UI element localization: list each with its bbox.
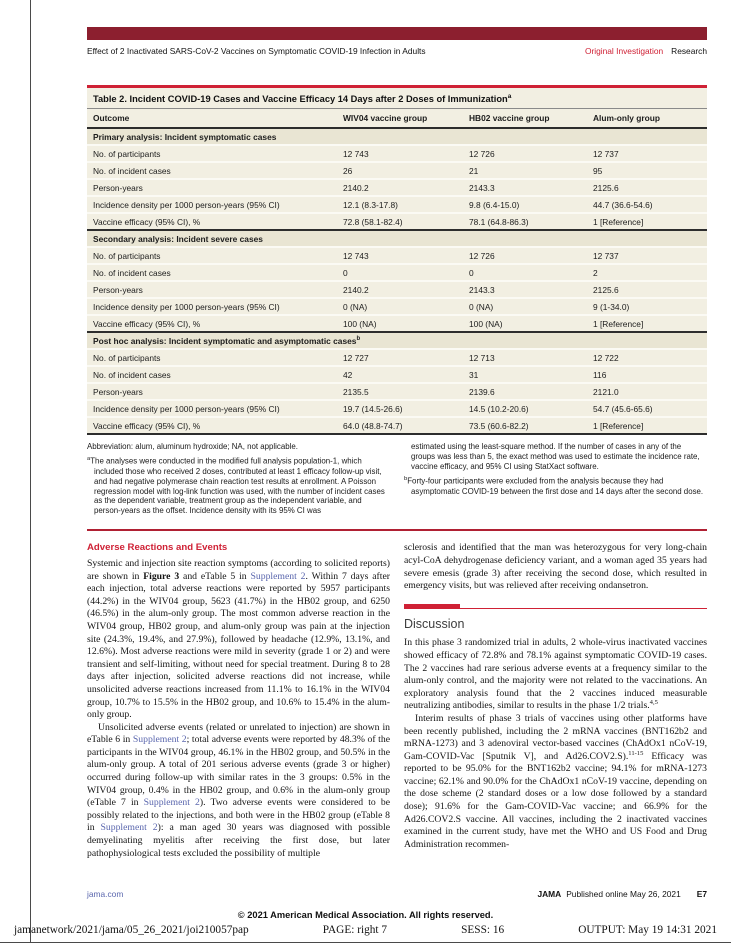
footnote-a-marker: a	[87, 456, 91, 463]
row-label: Vaccine efficacy (95% CI), %	[93, 216, 201, 227]
row-value: 100 (NA)	[343, 318, 377, 329]
row-value: 26	[343, 165, 353, 176]
text-segment: ; total adverse events were reported by 48.3% of the participants in the WIV04 group, 46.1% in the HB02 group, and 50.5% in the alum-only group. A total of 201 serious adverse events (grade 3 or higher) occurred during follow-up with similar rates in the 3 groups: 0.5% in the WIV04 group, 0.4% in the HB02 group, and 0.6% in the alum-only group (eTable 7 in	[87, 734, 391, 809]
footnote-b-text: Forty-four participants were excluded from the analysis because they had asymptomatic COVID-19 between the first dose and 14 days after the second dose.	[407, 476, 704, 496]
table-2	[87, 85, 707, 520]
table-caption-footnote-marker: a	[507, 93, 512, 100]
section-header-label: Secondary analysis: Incident severe cases	[93, 233, 263, 244]
text-segment: sclerosis and identified that the man was heterozygous for very long-chain acyl-CoA dehydrogenase deficiency variant, and a woman aged 35 years had severe emesis (grade 3) after receiving the second dose, which resulted in emergency visits, but was relieved after receiving ondansetron.	[404, 542, 707, 592]
table-row	[87, 365, 707, 382]
left-column	[87, 542, 390, 860]
row-value: 12 737	[593, 250, 619, 261]
column-header-outcome: Outcome	[93, 113, 130, 124]
supplement-link[interactable]: Supplement 2	[132, 734, 187, 746]
footnote-a	[87, 456, 390, 516]
discussion-paragraphs	[404, 637, 707, 851]
supplement-link[interactable]: Supplement 2	[250, 570, 306, 582]
row-value: 31	[469, 369, 479, 380]
text-segment: Systemic and injection site reaction symptoms (according to solicited reports) are shown in	[87, 557, 390, 582]
copyright-line: © 2021 American Medical Association. All rights reserved.	[237, 910, 494, 920]
row-value: 12 743	[343, 250, 369, 261]
abbreviation-note: Abbreviation: alum, aluminum hydroxide; NA, not applicable.	[87, 442, 298, 452]
crop-mark-horizontal	[0, 942, 731, 943]
text-segment: In this phase 3 randomized trial in adults, 2 whole-virus inactivated vaccines showed efficacy of 72.8% and 78.1% against symptomatic COVID-19 cases. The 2 vaccines had rare serious adverse events at a frequency similar to the alum-only control, and the majority were not related to the vaccinations. An exploratory analysis found that the 2 vaccines induced measurable neutralizing antibodies, similar to results in the phase 1/2 trials.	[404, 637, 707, 712]
section-header-label: Post hoc analysis: Incident symptomatic and asymptomatic cases$^b$	[93, 335, 361, 346]
row-value: 64.0 (48.8-74.7)	[343, 420, 403, 431]
running-head-title: Effect of 2 Inactivated SARS-CoV-2 Vaccines on Symptomatic COVID-19 Infection in Adults	[87, 46, 426, 56]
row-value: 12 727	[343, 352, 369, 363]
text-segment: ). Two adverse events were considered to be possibly related to the injections, and both were in the HB02 group (eTable 8 in	[87, 797, 391, 834]
row-value: 95	[593, 165, 603, 176]
masthead-bar	[87, 27, 707, 40]
row-value: 1 [Reference]	[593, 420, 644, 431]
crop-mark-vertical	[30, 0, 31, 943]
table-row	[87, 144, 707, 161]
paragraph	[404, 713, 707, 852]
discussion-accent-bar	[404, 604, 460, 609]
table-row	[87, 178, 707, 195]
table-row	[87, 399, 707, 416]
table-row	[87, 297, 707, 314]
row-label: Person-years	[93, 182, 143, 193]
row-value: 19.7 (14.5-26.6)	[343, 403, 403, 414]
table-section-header	[87, 229, 707, 246]
section-footnote-marker: b	[356, 335, 361, 342]
row-value: 2140.2	[343, 182, 369, 193]
row-value: 12 743	[343, 148, 369, 159]
column-header-hb02: HB02 vaccine group	[469, 113, 550, 124]
row-value: 12 726	[469, 148, 495, 159]
section-divider-rule	[87, 529, 707, 531]
row-value: 12.1 (8.3-17.8)	[343, 199, 398, 210]
row-value: 2125.6	[593, 182, 619, 193]
row-value: 21	[469, 165, 479, 176]
paragraph	[404, 637, 707, 713]
proof-line	[14, 924, 717, 936]
table-row	[87, 314, 707, 331]
row-value: 0 (NA)	[343, 301, 368, 312]
footnote-a-text: The analyses were conducted in the modified full analysis population-1, which included those who received 2 doses, contributed at least 1 efficacy follow-up visit, and had negative polymerase chain reaction test results at enrollment. A Poisson regression model with log-link function was used, with the number of incident cases as the dependent variable, treatment group as the independent variable, and person-years as the offset. Incidence density with its 95% CI was	[90, 456, 385, 516]
row-value: 12 713	[469, 352, 495, 363]
paragraph	[87, 722, 390, 861]
row-value: 2135.5	[343, 386, 369, 397]
row-label: No. of participants	[93, 250, 161, 261]
row-value: 44.7 (36.6-54.6)	[593, 199, 653, 210]
text-segment: and eTable 5 in	[179, 570, 251, 582]
right-column-top	[404, 542, 707, 592]
proof-path: jamanetwork/2021/jama/05_26_2021/joi210057pap	[14, 924, 249, 936]
table-header-row	[87, 108, 707, 127]
row-value: 0	[343, 267, 348, 278]
row-label: No. of incident cases	[93, 165, 171, 176]
discussion-header-block	[404, 608, 707, 852]
row-label: Vaccine efficacy (95% CI), %	[93, 318, 201, 329]
row-label: Incidence density per 1000 person-years (95% CI)	[93, 301, 280, 312]
column-header-wiv04: WIV04 vaccine group	[343, 113, 428, 124]
page-content	[87, 0, 707, 860]
row-label: No. of participants	[93, 352, 161, 363]
adverse-reactions-heading: Adverse Reactions and Events	[87, 542, 228, 554]
table-row	[87, 348, 707, 365]
text-segment: . Within 7 days after each injection, total adverse reactions were reported by 5957 participants (44.2%) in the WIV04 group, 5623 (41.7%) in the HB02 group, and 6250 (46.5%) in the alum-only group. The most common adverse reaction in the WIV04 group, HB02 group, and alum-only group was pain at the injection site (24.3%, 19.4%, and 27.9%), followed by headache (12.9%, 13.1%, and 12.6%). Most adverse reactions were mild in severity (grade 1 or 2) and were transient and self-limiting, without need for special treatment. During 8 to 28 days after injection, solicited adverse reactions did not increase, while unsolicited adverse reactions increased from 11.1% to 16.1% in the WIV04 group, 10.7% to 15.5% in the HB02 group, and 10.6% to 15.4% in the alum-only group.	[87, 570, 391, 721]
section-header-label: Primary analysis: Incident symptomatic cases	[93, 131, 277, 142]
footnote-b-marker: b	[404, 475, 408, 482]
running-head	[87, 46, 707, 56]
row-value: 1 [Reference]	[593, 318, 644, 329]
section-label: Research	[671, 46, 707, 56]
article-body	[87, 542, 707, 860]
row-value: 100 (NA)	[469, 318, 503, 329]
footnote-a-continued: estimated using the least-square method. If the number of cases in any of the groups was less than 5, the exact method was used to estimate the incidence rate, vaccine efficacy, and 95% CI using StatXact software.	[411, 442, 700, 471]
row-value: 12 722	[593, 352, 619, 363]
column-header-alum: Alum-only group	[593, 113, 660, 124]
table-body	[87, 127, 707, 433]
supplement-link[interactable]: Supplement 2	[100, 822, 158, 834]
table-section-header	[87, 331, 707, 348]
row-value: 2143.3	[469, 284, 495, 295]
row-value: 2125.6	[593, 284, 619, 295]
table-section-header	[87, 127, 707, 144]
row-value: 73.5 (60.6-82.2)	[469, 420, 529, 431]
reference-superscript: 11-15	[628, 749, 644, 757]
row-value: 2143.3	[469, 182, 495, 193]
row-label: Incidence density per 1000 person-years (95% CI)	[93, 199, 280, 210]
row-value: 1 [Reference]	[593, 216, 644, 227]
paragraph	[404, 542, 707, 592]
footer-right	[537, 889, 707, 899]
row-value: 54.7 (45.6-65.6)	[593, 403, 653, 414]
running-head-labels	[585, 46, 707, 56]
table-row	[87, 246, 707, 263]
row-value: 78.1 (64.8-86.3)	[469, 216, 529, 227]
row-value: 12 726	[469, 250, 495, 261]
table-caption	[87, 88, 707, 108]
row-value: 116	[593, 369, 607, 380]
text-segment: Unsolicited adverse events (related or unrelated to injection) are shown in eTable 6 in	[87, 721, 390, 746]
row-label: Person-years	[93, 386, 143, 397]
footnote-b	[404, 476, 707, 497]
page-number: E7	[696, 889, 707, 899]
published-online-date: Published online May 26, 2021	[566, 889, 681, 899]
discussion-heading: Discussion	[404, 616, 465, 631]
row-value: 0 (NA)	[469, 301, 494, 312]
footnote-column-left	[87, 442, 390, 520]
text-segment: Efficacy was reported to be 95.0% for the BNT162b2 vaccine; 94.1% for mRNA-1273 vaccine; 62.1% and 90.0% for the ChAdOx1 nCoV-19 vaccine, depending on the dose scheme (2 standard doses or a low dose followed by a standard dose); 91.6% for the Gam-COVID-Vac vaccine; and 66.9% for the Ad26.COV2.S vaccine. All vaccines, including the 2 inactivated vaccines examined in the current study, have met the WHO and US Food and Drug Administration recommen-	[404, 750, 707, 850]
text-segment: ): a man aged 30 years was diagnosed with possible demyelinating myelitis after receiving the first dose, but later pathophysiological tests excluded the possibility of multiple	[87, 822, 391, 859]
row-value: 42	[343, 369, 353, 380]
row-value: 72.8 (58.1-82.4)	[343, 216, 403, 227]
proof-sess: SESS: 16	[461, 924, 505, 936]
table-grid	[87, 108, 707, 435]
row-label: No. of incident cases	[93, 369, 171, 380]
row-value: 9.8 (6.4-15.0)	[469, 199, 520, 210]
table-row	[87, 212, 707, 229]
journal-name: JAMA	[537, 889, 562, 899]
proof-page: PAGE: right 7	[322, 924, 388, 936]
row-value: 2139.6	[469, 386, 495, 397]
table-caption-text: Table 2. Incident COVID-19 Cases and Vaccine Efficacy 14 Days after 2 Doses of Immunization	[93, 94, 508, 105]
row-label: No. of incident cases	[93, 267, 171, 278]
row-label: Person-years	[93, 284, 143, 295]
category-label: Original Investigation	[584, 46, 664, 56]
row-value: 2140.2	[343, 284, 369, 295]
row-value: 14.5 (10.2-20.6)	[469, 403, 529, 414]
page-footer	[87, 889, 707, 899]
row-value: 12 737	[593, 148, 619, 159]
right-column	[404, 542, 707, 860]
footnote-column-right	[404, 442, 707, 520]
table-row	[87, 416, 707, 433]
row-value: 9 (1-34.0)	[593, 301, 630, 312]
table-row	[87, 195, 707, 212]
jama-com-link[interactable]: jama.com	[87, 889, 124, 899]
table-row	[87, 161, 707, 178]
table-row	[87, 263, 707, 280]
figure-reference: Figure 3	[143, 570, 180, 582]
reference-superscript: 4,5	[649, 699, 658, 707]
row-label: No. of participants	[93, 148, 161, 159]
row-label: Vaccine efficacy (95% CI), %	[93, 420, 201, 431]
table-row	[87, 280, 707, 297]
row-value: 2	[593, 267, 598, 278]
table-footnotes	[87, 442, 707, 520]
paragraph	[87, 558, 390, 722]
text-segment: Interim results of phase 3 trials of vaccines using other platforms have been recently published, including the 2 mRNA vaccines (BNT162b2 and mRNA-1273) and 3 adenoviral vector-based vaccines (ChAdOx1 nCoV-19, Gam-COVID-Vac [Sputnik V], and Ad26.COV2.S).	[404, 712, 707, 762]
proof-output: OUTPUT: May 19 14:31 2021	[578, 924, 717, 936]
row-value: 0	[469, 267, 474, 278]
row-label: Incidence density per 1000 person-years (95% CI)	[93, 403, 280, 414]
row-value: 2121.0	[593, 386, 619, 397]
table-row	[87, 382, 707, 399]
supplement-link[interactable]: Supplement 2	[143, 797, 200, 809]
